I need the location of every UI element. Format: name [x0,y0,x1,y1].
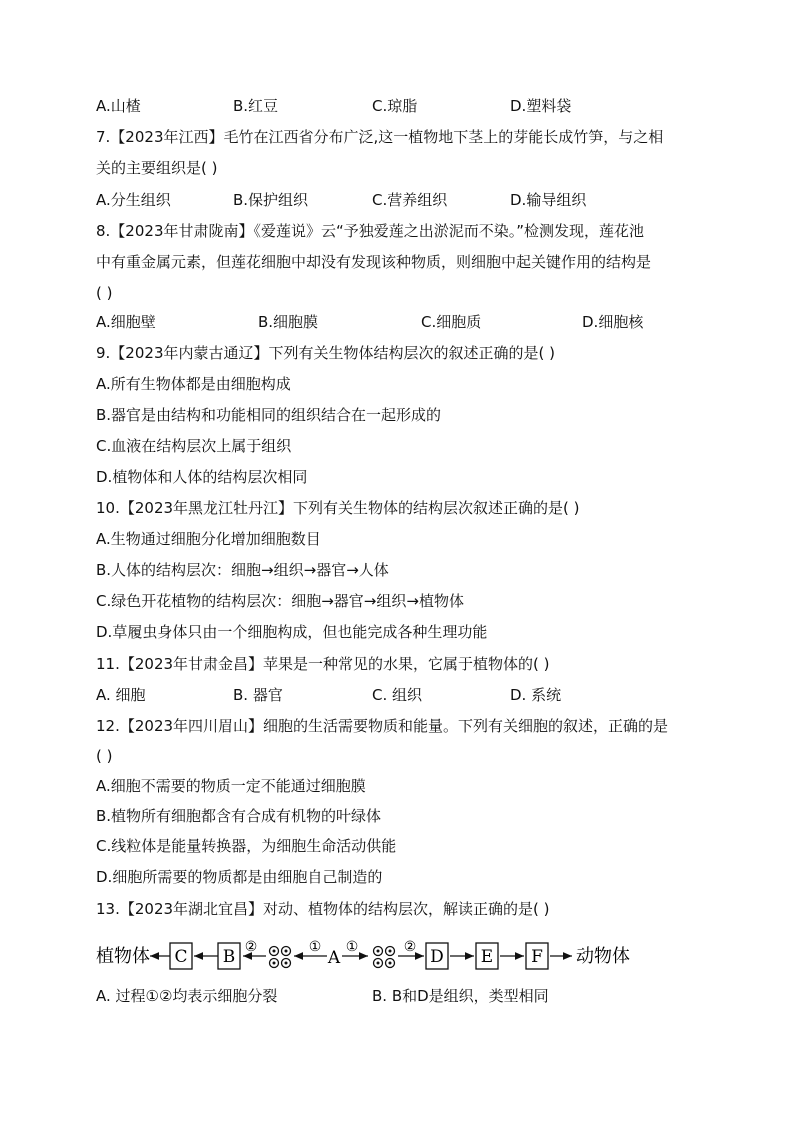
q6-option-c: C.琼脂 [372,97,418,115]
q10-option-b: B.人体的结构层次：细胞→组织→器官→人体 [96,561,389,579]
step1-left: ① [308,939,322,955]
box-e-label: E [480,947,494,967]
q11-stem: 11.【2023年甘肃金昌】苹果是一种常见的水果，它属于植物体的( ) [96,655,550,673]
q6-option-d: D.塑料袋 [510,97,572,115]
q8-stem-line3: ( ) [96,284,113,302]
q9-option-c: C.血液在结构层次上属于组织 [96,437,292,455]
plant-body-label: 植物体 [96,946,150,967]
q7-option-c: C.营养组织 [372,191,448,209]
q7-option-d: D.输导组织 [510,191,587,209]
q10-stem: 10.【2023年黑龙江牡丹江】下列有关生物体的结构层次叙述正确的是( ) [96,499,580,517]
q8-option-a: A.细胞壁 [96,313,156,331]
q12-stem-line1: 12.【2023年四川眉山】细胞的生活需要物质和能量。下列有关细胞的叙述，正确的是 [96,717,669,735]
q12-option-a: A.细胞不需要的物质一定不能通过细胞膜 [96,777,366,795]
q7-stem-line1: 7.【2023年江西】毛竹在江西省分布广泛,这一植物地下茎上的芽能长成竹笋，与之相 [96,128,664,146]
q8-stem-line1: 8.【2023年甘肃陇南】《爱莲说》云“予独爱莲之出淤泥而不染。”检测发现，莲花池 [96,222,645,240]
q7-option-b: B.保护组织 [233,191,309,209]
q7-stem-line2: 关的主要组织是( ) [96,159,218,177]
q12-option-c: C.线粒体是能量转换器，为细胞生命活动供能 [96,837,397,855]
animal-body-label: 动物体 [576,946,630,967]
q9-option-b: B.器官是由结构和功能相同的组织结合在一起形成的 [96,406,442,424]
q12-option-d: D.细胞所需要的物质都是由细胞自己制造的 [96,868,383,886]
q6-option-a: A.山楂 [96,97,141,115]
q8-stem-line2: 中有重金属元素，但莲花细胞中却没有发现该种物质，则细胞中起关键作用的结构是 [96,253,652,271]
q10-option-a: A.生物通过细胞分化增加细胞数目 [96,530,321,548]
q8-option-c: C.细胞质 [421,313,482,331]
q7-option-a: A.分生组织 [96,191,171,209]
q13-option-a: A. 过程①②均表示细胞分裂 [96,987,278,1005]
step2-left: ② [244,939,258,955]
q12-option-b: B.植物所有细胞都含有合成有机物的叶绿体 [96,807,382,825]
cell-cluster-left-icon [270,947,291,968]
q13-option-b: B. B和D是组织，类型相同 [372,987,549,1005]
q6-option-b: B.红豆 [233,97,279,115]
q11-option-d: D. 系统 [510,686,562,704]
structure-level-diagram [96,936,656,976]
step1-right: ① [345,939,359,955]
q12-stem-line2: ( ) [96,747,113,765]
q10-option-d: D.草履虫身体只由一个细胞构成，但也能完成各种生理功能 [96,623,488,641]
box-d-label: D [430,947,444,967]
box-f-label: F [531,947,543,967]
q9-stem: 9.【2023年内蒙古通辽】下列有关生物体结构层次的叙述正确的是( ) [96,344,555,362]
q11-option-a: A. 细胞 [96,686,146,704]
q8-option-b: B.细胞膜 [258,313,319,331]
q10-option-c: C.绿色开花植物的结构层次：细胞→器官→组织→植物体 [96,592,464,610]
q13-stem: 13.【2023年湖北宜昌】对动、植物体的结构层次，解读正确的是( ) [96,900,550,918]
q9-option-a: A.所有生物体都是由细胞构成 [96,375,291,393]
q9-option-d: D.植物体和人体的结构层次相同 [96,468,308,486]
step2-right: ② [403,939,417,955]
q8-option-d: D.细胞核 [582,313,644,331]
q11-option-b: B. 器官 [233,686,283,704]
cell-cluster-right-icon [374,947,395,968]
box-b-label: B [222,947,236,967]
q11-option-c: C. 组织 [372,686,423,704]
cell-a-label: A [327,948,341,968]
box-c-label: C [174,947,188,967]
